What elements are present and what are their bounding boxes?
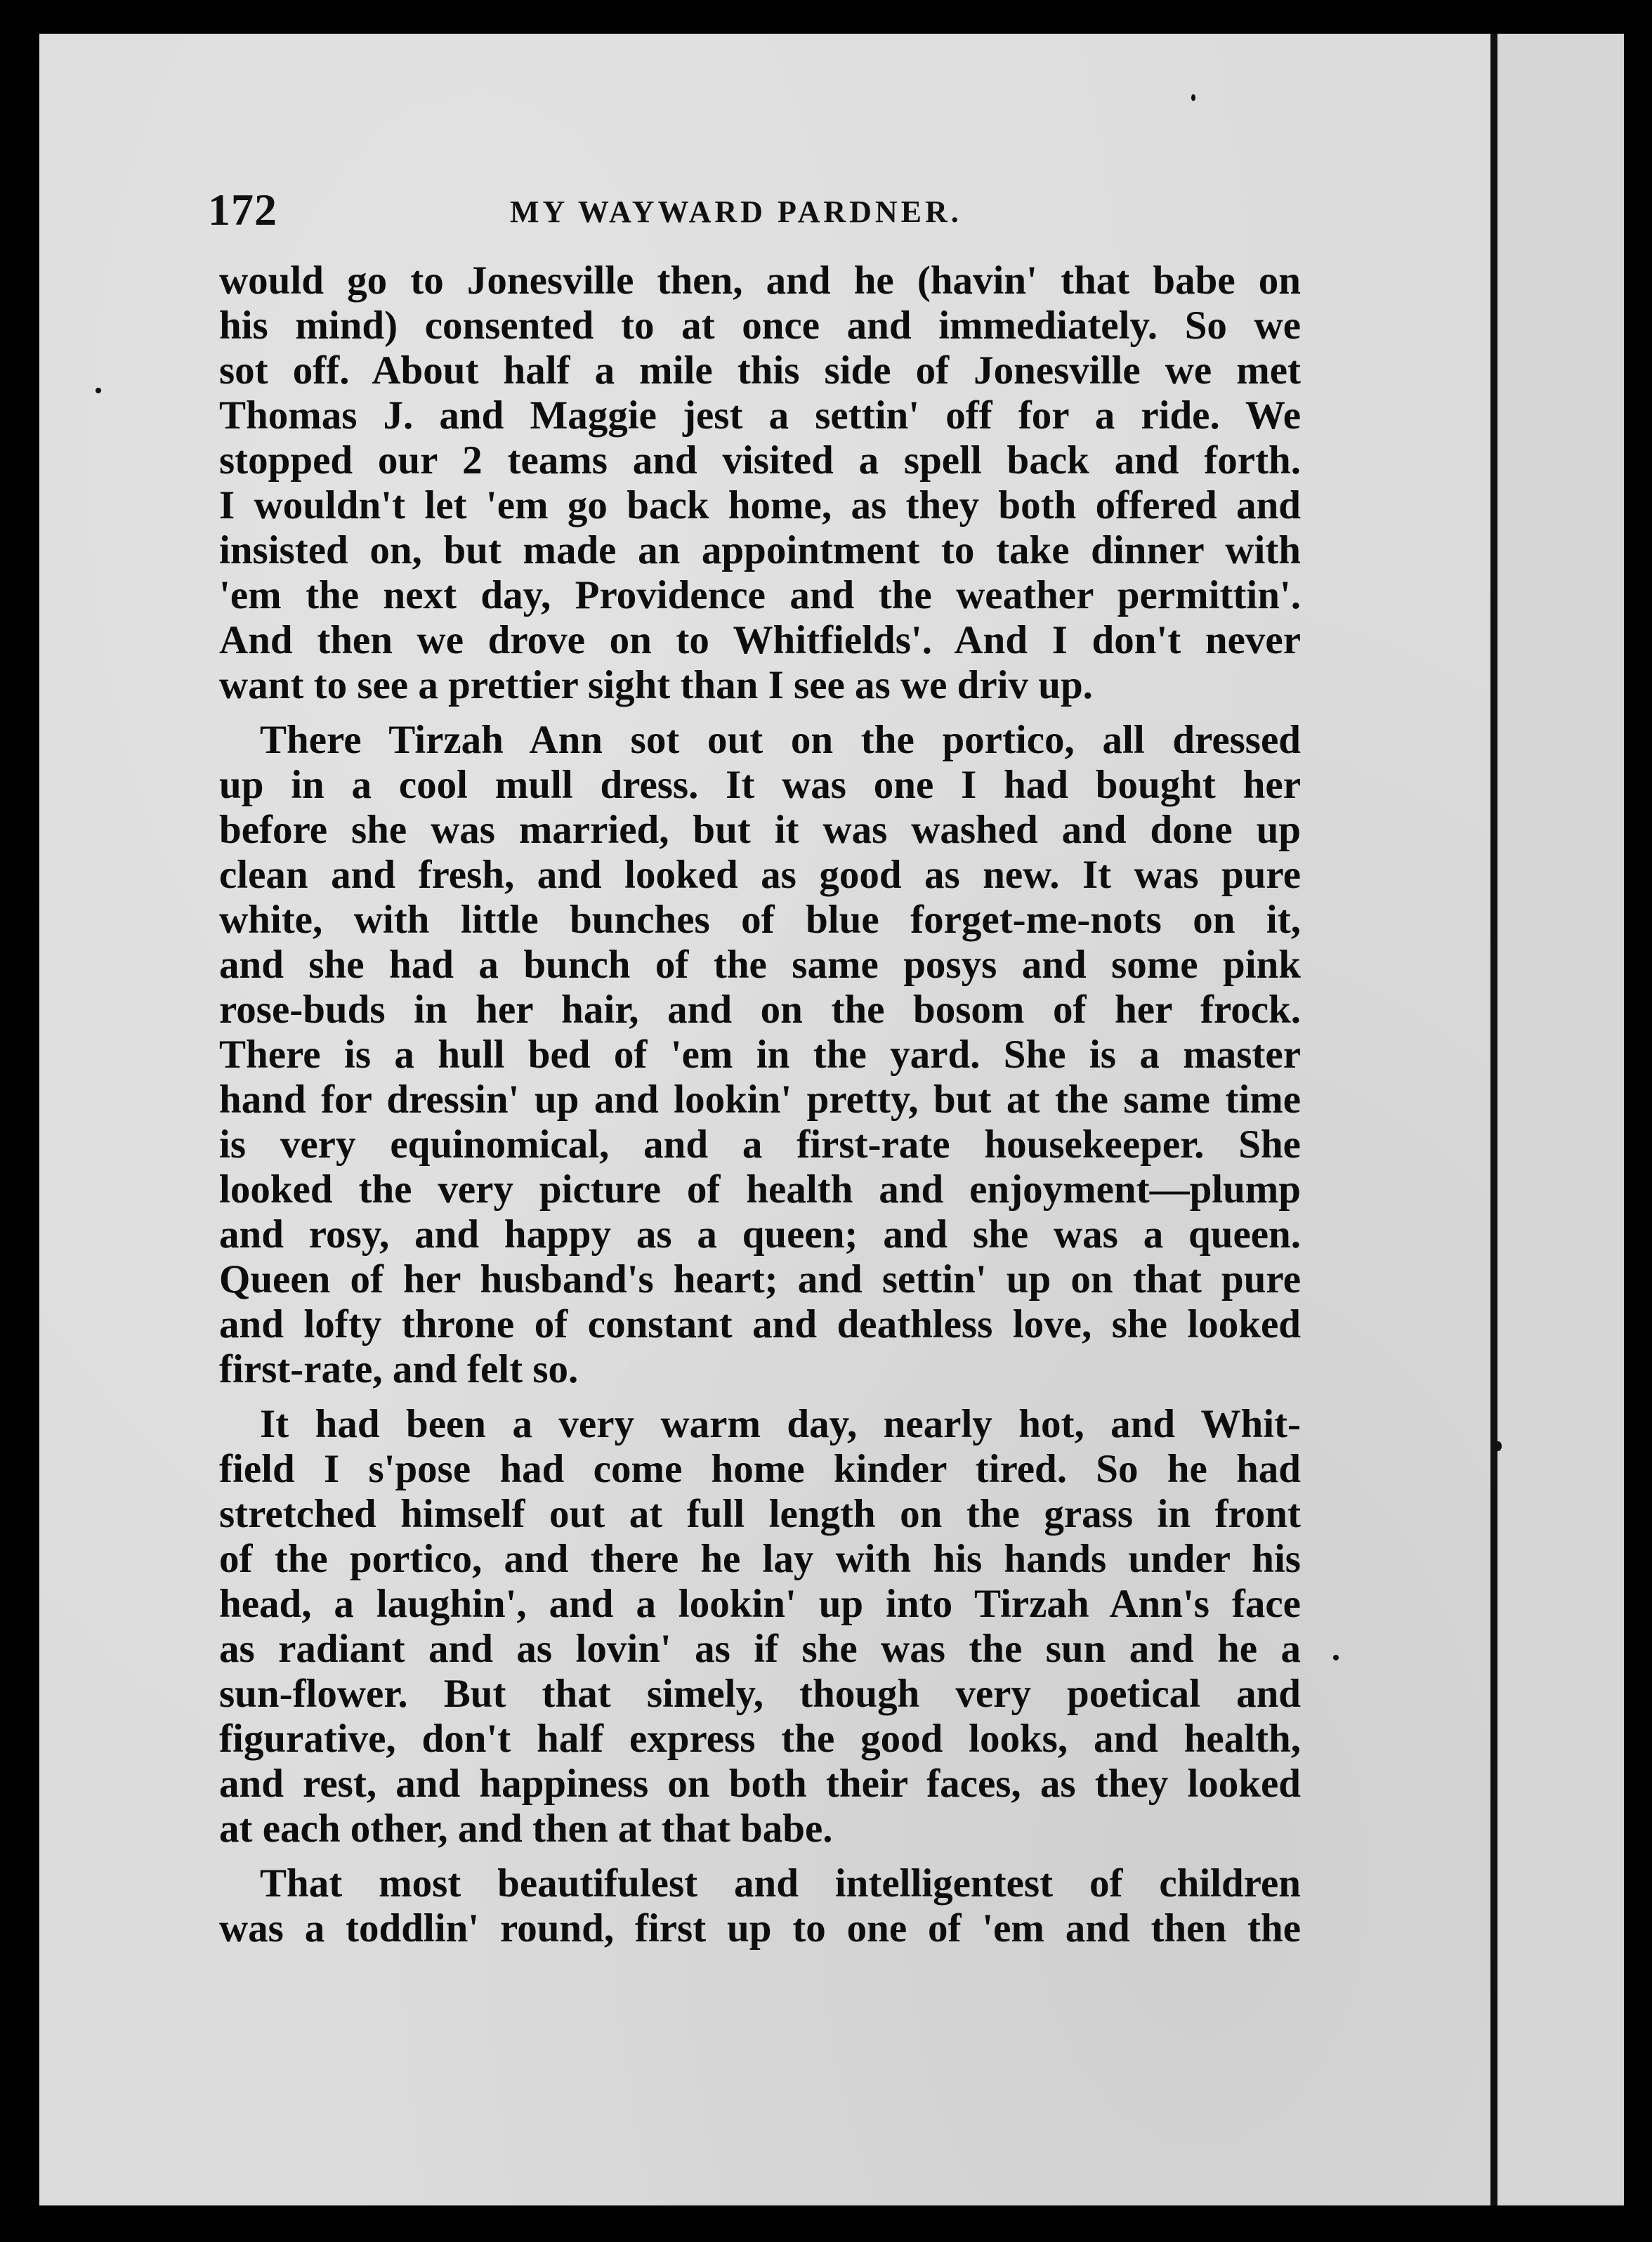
text-line: up in a cool mull dress. It was one I had bought her bbox=[219, 763, 1301, 807]
scan-speck bbox=[96, 388, 101, 393]
text-line: would go to Jonesville then, and he (havin' that babe on bbox=[219, 258, 1301, 303]
text-line: 'em the next day, Providence and the weather permittin'. bbox=[219, 573, 1301, 617]
text-line: Queen of her husband's heart; and settin' up on that pure bbox=[219, 1257, 1301, 1302]
text-line: of the portico, and there he lay with his hands under his bbox=[219, 1537, 1301, 1581]
text-line: And then we drove on to Whitfields'. And I don't never bbox=[219, 618, 1301, 662]
paragraph bbox=[219, 1402, 1301, 1851]
text-line: was a toddlin' round, first up to one of 'em and then the bbox=[219, 1906, 1301, 1951]
text-line: at each other, and then at that babe. bbox=[219, 1807, 833, 1851]
text-line: That most beautifulest and intelligentest of children bbox=[260, 1861, 1301, 1906]
body-text bbox=[219, 258, 1301, 1951]
page-gutter bbox=[1490, 34, 1497, 2205]
facing-page-edge bbox=[1497, 34, 1624, 2205]
text-line: hand for dressin' up and lookin' pretty, but at the same time bbox=[219, 1077, 1301, 1122]
text-line: head, a laughin', and a lookin' up into Tirzah Ann's face bbox=[219, 1582, 1301, 1626]
text-line: want to see a prettier sight than I see as we driv up. bbox=[219, 663, 1093, 707]
running-head bbox=[208, 184, 1304, 247]
text-line: There is a hull bed of 'em in the yard. She is a master bbox=[219, 1032, 1301, 1077]
text-line: looked the very picture of health and enjoyment—plump bbox=[219, 1167, 1301, 1212]
scan-speck bbox=[1333, 1655, 1339, 1660]
text-line: field I s'pose had come home kinder tired. So he had bbox=[219, 1447, 1301, 1491]
text-line: and lofty throne of constant and deathless love, she looked bbox=[219, 1302, 1301, 1346]
text-line: Thomas J. and Maggie jest a settin' off for a ride. We bbox=[219, 393, 1301, 438]
page-number: 172 bbox=[208, 185, 277, 235]
text-line: insisted on, but made an appointment to take dinner with bbox=[219, 528, 1301, 572]
text-line: his mind) consented to at once and immediately. So we bbox=[219, 303, 1301, 348]
text-line: rose-buds in her hair, and on the bosom of her frock. bbox=[219, 988, 1301, 1032]
paragraph bbox=[219, 1861, 1301, 1951]
paragraph bbox=[219, 258, 1301, 708]
text-line: stopped our 2 teams and visited a spell back and forth. bbox=[219, 438, 1301, 483]
text-line: before she was married, but it was washed and done up bbox=[219, 808, 1301, 852]
text-line: I wouldn't let 'em go back home, as they both offered and bbox=[219, 483, 1301, 527]
text-line: as radiant and as lovin' as if she was the sun and he a bbox=[219, 1627, 1301, 1671]
text-line: sot off. About half a mile this side of Jonesville we met bbox=[219, 348, 1301, 393]
text-line: sun-flower. But that simely, though very poetical and bbox=[219, 1672, 1301, 1716]
running-title: MY WAYWARD PARDNER. bbox=[510, 195, 962, 229]
paragraph bbox=[219, 718, 1301, 1392]
text-line: and rosy, and happy as a queen; and she was a queen. bbox=[219, 1212, 1301, 1257]
text-line: white, with little bunches of blue forget-me-nots on it, bbox=[219, 898, 1301, 942]
text-line: and rest, and happiness on both their faces, as they looked bbox=[219, 1762, 1301, 1806]
scan-speck bbox=[1191, 94, 1195, 101]
text-line: figurative, don't half express the good looks, and health, bbox=[219, 1717, 1301, 1761]
text-line: clean and fresh, and looked as good as new. It was pure bbox=[219, 853, 1301, 897]
text-line: is very equinomical, and a first-rate housekeeper. She bbox=[219, 1122, 1301, 1167]
text-line: stretched himself out at full length on the grass in front bbox=[219, 1492, 1301, 1536]
text-line: There Tirzah Ann sot out on the portico, all dressed bbox=[260, 718, 1301, 762]
text-line: and she had a bunch of the same posys and some pink bbox=[219, 943, 1301, 987]
scan-speck bbox=[1495, 1441, 1502, 1451]
text-line: It had been a very warm day, nearly hot, and Whit- bbox=[260, 1402, 1301, 1446]
text-line: first-rate, and felt so. bbox=[219, 1347, 579, 1391]
